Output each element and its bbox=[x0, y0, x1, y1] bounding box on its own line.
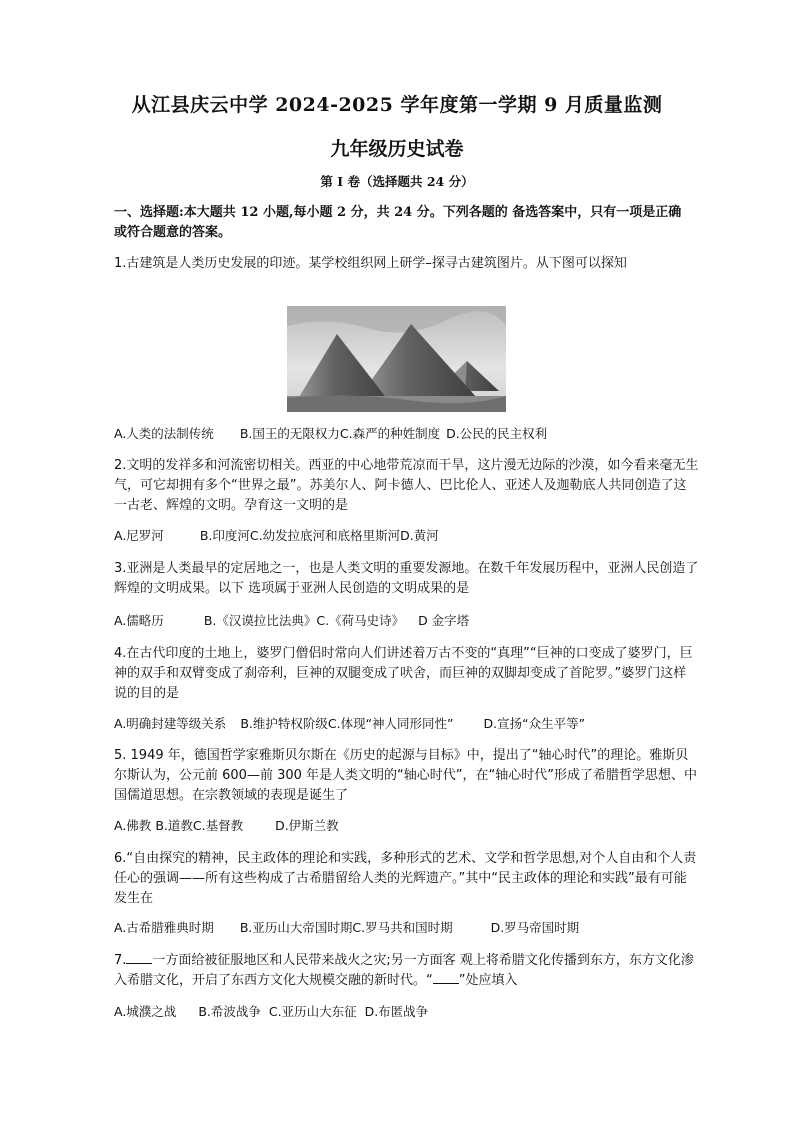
option-2d[interactable]: D.黄河 bbox=[400, 528, 439, 543]
exam-subtitle: 九年级历史试卷 bbox=[330, 138, 464, 160]
option-7c[interactable]: C.亚历山大东征 bbox=[268, 1004, 357, 1019]
question-6-stem: 6.“自由探究的精神，民主政体的理论和实践，多种形式的艺术、文学和哲学思想,对个人自由和个人责任心的强调——所有这些构成了古希腊留给人类的光辉遗产。”其中“民主政体的理论和实践”最有可能发生在 bbox=[114, 851, 697, 906]
question-7-options bbox=[114, 1003, 699, 1021]
option-5d[interactable]: D.伊斯兰教 bbox=[275, 818, 339, 833]
option-5b[interactable]: B.道教 bbox=[155, 818, 193, 833]
option-5a[interactable]: A.佛教 bbox=[114, 818, 152, 833]
question-5-options bbox=[114, 817, 699, 835]
option-1d[interactable]: D.公民的民主权利 bbox=[446, 426, 548, 441]
question-4-stem: 4.在古代印度的土地上，婆罗门僧侣时常向人们讲述着万古不变的“真理”“巨神的口变成了婆罗门，巨神的双手和双臂变成了刹帝利，巨神的双腿变成了吠舍，而巨神的双脚却变成了首陀罗。”婆罗门这样说的目的是 bbox=[114, 646, 693, 701]
option-7d[interactable]: D.布匿战争 bbox=[364, 1004, 429, 1019]
option-4a[interactable]: A.明确封建等级关系 bbox=[114, 716, 227, 731]
option-2a[interactable]: A.尼罗河 bbox=[114, 528, 164, 543]
question-7-suffix: ”处应填入 bbox=[458, 973, 518, 988]
option-6c[interactable]: C.罗马共和国时期 bbox=[352, 920, 453, 935]
question-1-options bbox=[114, 425, 699, 443]
option-2c[interactable]: C.幼发拉底河和底格里斯河 bbox=[249, 528, 401, 543]
option-6d[interactable]: D.罗马帝国时期 bbox=[490, 920, 580, 935]
option-7a[interactable]: A.城濮之战 bbox=[114, 1004, 177, 1019]
option-4d[interactable]: D.宣扬“众生平等” bbox=[483, 716, 586, 731]
question-7-stem bbox=[114, 951, 699, 991]
option-4c[interactable]: C.体现“神人同形同性” bbox=[327, 716, 454, 731]
option-3b[interactable]: B.《汉谟拉比法典》 bbox=[203, 613, 317, 628]
pyramids-icon bbox=[287, 306, 506, 412]
option-3d[interactable]: D 金字塔 bbox=[418, 613, 470, 628]
question-7-number: 7. bbox=[114, 953, 127, 968]
question-5-stem: 5. 1949 年，德国哲学家雅斯贝尔斯在《历史的起源与目标》中，提出了“轴心时代”的理论。雅斯贝尔斯认为，公元前 600—前 300 年是人类文明的“轴心时代”，在“轴心时代”形成了希腊哲学思想、中国儒道思想。在宗教领域的表现是诞生了 bbox=[114, 748, 697, 803]
pyramids-image bbox=[287, 306, 506, 412]
answer-blank[interactable] bbox=[126, 951, 152, 964]
option-2b[interactable]: B.印度河 bbox=[199, 528, 250, 543]
question-7-text: 一方面给被征服地区和人民带来战火之灾;另一方面客 观上将希腊文化传播到东方，东方文化渗入希腊文化，开启了东西方文化大规模交融的新时代。“ bbox=[114, 953, 694, 988]
option-5c[interactable]: C.基督教 bbox=[192, 818, 244, 833]
question-2-stem: 2.文明的发祥多和河流密切相关。西亚的中心地带荒凉而干旱，这片漫无边际的沙漠，如今看来毫无生气，可它却拥有多个“世界之最”。苏美尔人、阿卡德人、巴比伦人、亚述人及迦勒底人共同创造了这一古老、辉煌的文明。孕育这一文明的是 bbox=[114, 458, 699, 513]
option-1b[interactable]: B.国王的无限权力 bbox=[239, 426, 340, 441]
question-4-options bbox=[114, 715, 699, 733]
option-6a[interactable]: A.古希腊雅典时期 bbox=[114, 920, 214, 935]
question-2-options bbox=[114, 527, 699, 545]
option-1a[interactable]: A.人类的法制传统 bbox=[114, 426, 214, 441]
question-6-options bbox=[114, 919, 699, 937]
option-3c[interactable]: C.《荷马史诗》 bbox=[316, 613, 405, 628]
option-7b[interactable]: B.希波战争 bbox=[198, 1004, 261, 1019]
part-heading: 第 I 卷（选择题共 24 分） bbox=[320, 174, 474, 189]
answer-blank[interactable] bbox=[433, 971, 459, 984]
section-instruction: 一、选择题:本大题共 12 小题,每小题 2 分，共 24 分。下列各题的 备选答案中，只有一项是正确或符合题意的答案。 bbox=[114, 205, 682, 240]
option-1c[interactable]: C.森严的种姓制度 bbox=[339, 426, 441, 441]
question-3-stem: 3.亚洲是人类最早的定居地之一，也是人类文明的重要发源地。在数千年发展历程中，亚洲人民创造了辉煌的文明成果。以下 选项属于亚洲人民创造的文明成果的是 bbox=[114, 561, 699, 596]
option-3a[interactable]: A.儒略历 bbox=[114, 613, 164, 628]
question-1-stem: 1.古建筑是人类历史发展的印迹。某学校组织网上研学–探寻古建筑图片。从下图可以探知 bbox=[114, 256, 627, 271]
question-3-options bbox=[114, 612, 699, 630]
option-4b[interactable]: B.维护特权阶级 bbox=[240, 716, 328, 731]
option-6b[interactable]: B.亚历山大帝国时期 bbox=[239, 920, 353, 935]
exam-title: 从江县庆云中学 2024-2025 学年度第一学期 9 月质量监测 bbox=[131, 94, 663, 116]
